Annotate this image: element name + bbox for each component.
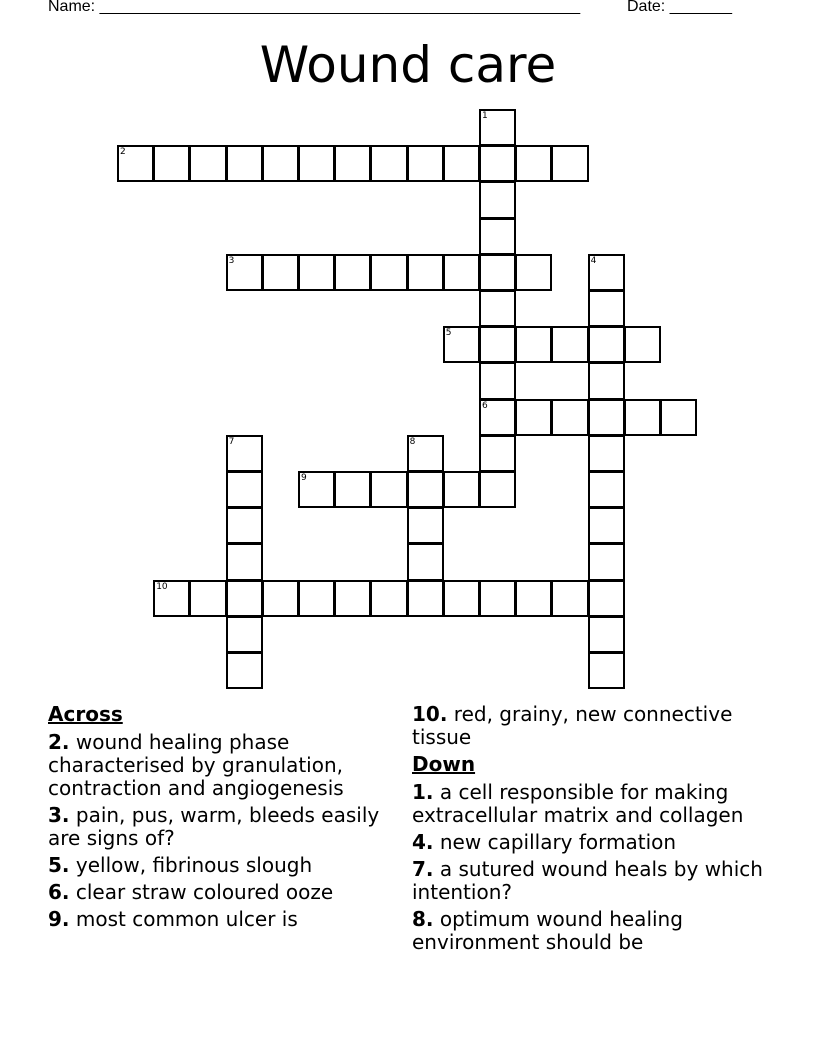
clue-number: 2. [48, 730, 70, 754]
down-clue [412, 858, 772, 904]
grid-cell[interactable] [479, 399, 516, 436]
grid-cell[interactable] [226, 616, 263, 653]
grid-cell[interactable] [226, 652, 263, 689]
grid-cell[interactable] [443, 254, 480, 291]
grid-cell[interactable] [334, 254, 371, 291]
clue-text: most common ulcer is [75, 907, 298, 931]
grid-cell[interactable] [298, 580, 335, 617]
clue-number: 3. [48, 803, 70, 827]
clue-number: 8. [412, 907, 434, 931]
grid-cell[interactable] [624, 399, 661, 436]
grid-cell[interactable] [660, 399, 697, 436]
grid-cell[interactable] [298, 471, 335, 508]
clue-number: 5. [48, 853, 70, 877]
date-blank[interactable]: _______ [669, 0, 732, 15]
clue-text: yellow, fibrinous slough [75, 853, 313, 877]
clue-text: pain, pus, warm, bleeds easily are signs of? [48, 803, 380, 850]
grid-cell[interactable] [588, 435, 625, 472]
grid-cell[interactable] [370, 145, 407, 182]
grid-cell[interactable] [515, 254, 552, 291]
grid-cell[interactable] [407, 543, 444, 580]
grid-cell[interactable] [588, 543, 625, 580]
cell-number: 6 [482, 400, 488, 411]
clue-text: red, grainy, new connective tissue [412, 702, 733, 749]
grid-cell[interactable] [443, 145, 480, 182]
clue-number: 4. [412, 830, 434, 854]
grid-cell[interactable] [189, 580, 226, 617]
down-heading: Down [412, 752, 476, 776]
grid-cell[interactable] [479, 290, 516, 327]
date-label: Date: [627, 0, 666, 15]
across-clue [48, 908, 408, 931]
grid-cell[interactable] [479, 580, 516, 617]
clues-right-column [412, 702, 772, 958]
grid-cell[interactable] [298, 254, 335, 291]
grid-cell[interactable] [479, 181, 516, 218]
cell-number: 10 [156, 581, 168, 592]
grid-cell[interactable] [226, 435, 263, 472]
grid-cell[interactable] [298, 145, 335, 182]
clues-left-column [48, 702, 408, 935]
down-clue [412, 781, 772, 827]
grid-cell[interactable] [226, 543, 263, 580]
cell-number: 2 [120, 147, 126, 158]
grid-cell[interactable] [443, 326, 480, 363]
grid-cell[interactable] [588, 399, 625, 436]
grid-cell[interactable] [479, 435, 516, 472]
grid-cell[interactable] [588, 254, 625, 291]
grid-cell[interactable] [588, 652, 625, 689]
name-label: Name: [48, 0, 96, 15]
clue-text: optimum wound healing environment should be [412, 907, 683, 954]
cell-number: 5 [445, 328, 452, 339]
name-blank[interactable]: ______________________________________________________ [99, 0, 581, 15]
grid-cell[interactable] [370, 254, 407, 291]
grid-cell[interactable] [515, 145, 552, 182]
grid-cell[interactable] [479, 254, 516, 291]
grid-cell[interactable] [262, 145, 299, 182]
grid-cell[interactable] [515, 399, 552, 436]
down-clue [412, 908, 772, 954]
cell-number: 8 [409, 436, 416, 447]
grid-cell[interactable] [153, 145, 190, 182]
grid-cell[interactable] [551, 399, 588, 436]
grid-cell[interactable] [588, 290, 625, 327]
grid-cell[interactable] [588, 580, 625, 617]
clue-number: 9. [48, 907, 70, 931]
grid-cell[interactable] [226, 254, 263, 291]
grid-cell[interactable] [407, 254, 444, 291]
cell-number: 7 [228, 436, 235, 447]
grid-cell[interactable] [407, 435, 444, 472]
grid-cell[interactable] [479, 218, 516, 255]
clue-text: clear straw coloured ooze [75, 880, 334, 904]
grid-cell[interactable] [334, 145, 371, 182]
grid-cell[interactable] [407, 580, 444, 617]
grid-cell[interactable] [226, 471, 263, 508]
grid-cell[interactable] [588, 507, 625, 544]
grid-cell[interactable] [262, 254, 299, 291]
grid-cell[interactable] [479, 362, 516, 399]
page-title: Wound care [259, 36, 557, 94]
across-heading: Across [48, 702, 123, 726]
grid-cell[interactable] [588, 471, 625, 508]
clue-number: 1. [412, 780, 434, 804]
down-clue [412, 831, 772, 854]
across-clue [412, 703, 772, 749]
cell-number: 4 [590, 255, 597, 266]
clue-text: new capillary formation [439, 830, 677, 854]
grid-cell[interactable] [479, 145, 516, 182]
grid-cell[interactable] [153, 580, 190, 617]
across-clue [48, 854, 408, 877]
grid-cell[interactable] [334, 471, 371, 508]
clue-number: 10. [412, 702, 448, 726]
clue-number: 6. [48, 880, 70, 904]
grid-cell[interactable] [551, 580, 588, 617]
clue-number: 7. [412, 857, 434, 881]
cell-number: 9 [301, 473, 307, 483]
grid-cell[interactable] [226, 580, 263, 617]
grid-cell[interactable] [334, 580, 371, 617]
grid-cell[interactable] [226, 145, 263, 182]
clue-text: a sutured wound heals by which intention? [412, 857, 763, 904]
grid-cell[interactable] [370, 471, 407, 508]
cell-number: 1 [482, 111, 488, 121]
grid-cell[interactable] [551, 326, 588, 363]
grid-cell[interactable] [226, 507, 263, 544]
grid-cell[interactable] [407, 145, 444, 182]
grid-cell[interactable] [624, 326, 661, 363]
grid-cell[interactable] [588, 616, 625, 653]
grid-cell[interactable] [588, 362, 625, 399]
grid-cell[interactable] [262, 580, 299, 617]
grid-cell[interactable] [479, 109, 516, 146]
grid-cell[interactable] [515, 580, 552, 617]
cell-number: 3 [228, 255, 235, 266]
clue-text: a cell responsible for making extracellular matrix and collagen [412, 780, 744, 827]
grid-cell[interactable] [407, 471, 444, 508]
grid-cell[interactable] [479, 326, 516, 363]
across-clue [48, 881, 408, 904]
across-clue [48, 804, 408, 850]
across-clue [48, 731, 408, 800]
grid-cell[interactable] [443, 580, 480, 617]
clue-text: wound healing phase characterised by granulation, contraction and angiogenesis [48, 730, 344, 800]
grid-cell[interactable] [117, 145, 154, 182]
grid-cell[interactable] [370, 580, 407, 617]
grid-cell[interactable] [515, 326, 552, 363]
grid-cell[interactable] [443, 471, 480, 508]
grid-cell[interactable] [407, 507, 444, 544]
grid-cell[interactable] [189, 145, 226, 182]
grid-cell[interactable] [588, 326, 625, 363]
grid-cell[interactable] [551, 145, 588, 182]
grid-cell[interactable] [479, 471, 516, 508]
